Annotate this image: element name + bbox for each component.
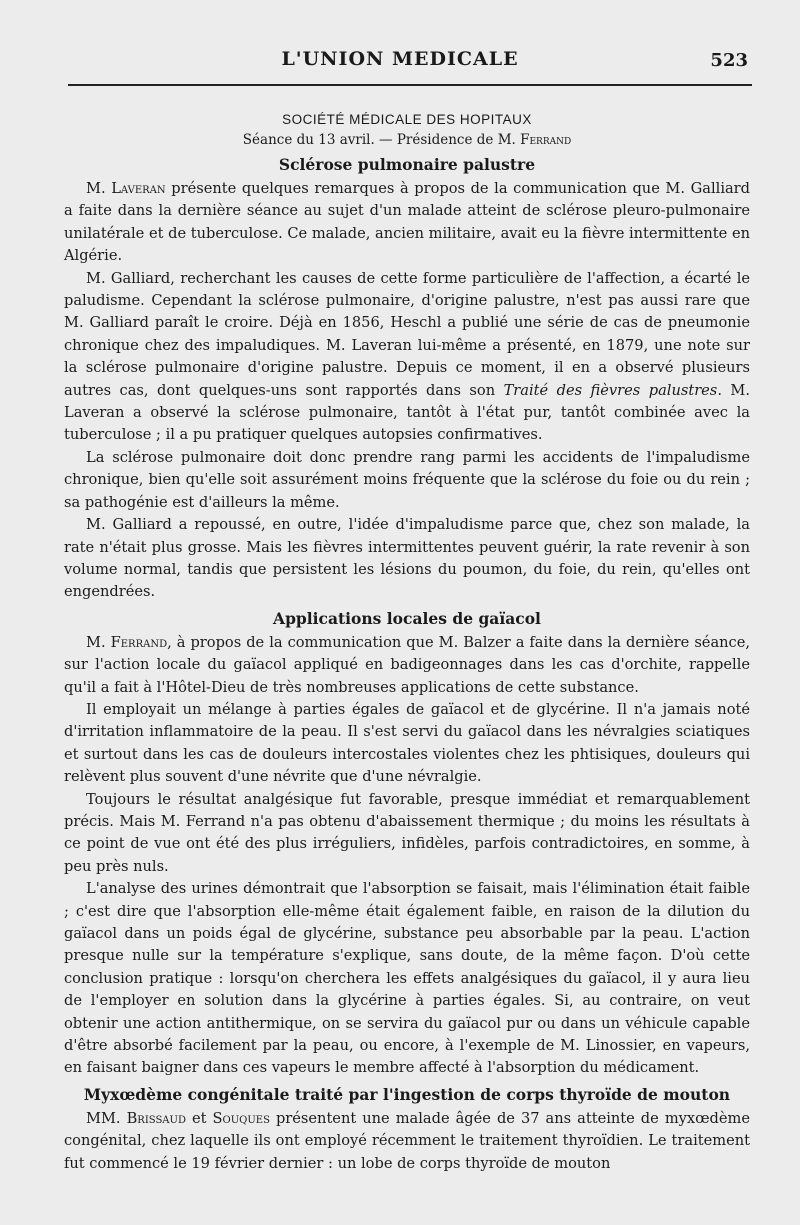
paragraph: M. Laveran présente quelques remarques à propos de la communication que M. Galliard a faite dans la dernière séance au sujet d'un malade atteint de sclérose pleuro-pulmonaire unilatérale et de tuberculose. Ce malade, ancien militaire, avait eu la fièvre intermittente en Algérie. <box>64 180 750 265</box>
section-title-sclerose: Sclérose pulmonaire palustre <box>278 155 536 174</box>
section-title-gaiacol: Applications locales de gaïacol <box>273 608 541 628</box>
paragraph: Toujours le résultat analgésique fut favorable, presque immédiat et remarquablement précis. Mais M. Ferrand n'a pas obtenu d'abaissement thermique ; du moins les résultats à ce point de vue ont été des plus irréguliers, infidèles, parfois contradictoires, en somme, à peu près nuls. <box>64 790 750 875</box>
president-name: Ferrand <box>520 132 572 148</box>
author-name: Ferrand <box>110 633 168 651</box>
section-title-myxoedeme: Myxœdème congénitale traité par l'ingestion de corps thyroïde de mouton <box>83 1084 731 1104</box>
article-body <box>64 110 750 1175</box>
paragraph: M. Galliard a repoussé, en outre, l'idée d'impaludisme parce que, chez son malade, la rate n'était plus grosse. Mais les fièvres intermittentes peuvent guérir, la rate revenir à son volume normal, tandis que persistent les lésions du poumon, du foie, du rein, qu'elles ont engendrées. <box>64 516 750 601</box>
session-line <box>64 130 750 150</box>
paragraph: M. Ferrand, à propos de la communication que M. Balzer a faite dans la dernière séance, sur l'action locale du gaïacol appliqué en badigeonnages dans les cas d'orchite, rappelle qu'il a fait à l'Hôtel-Dieu de très nombreuses applications de cette substance. <box>64 633 750 696</box>
paragraph: La sclérose pulmonaire doit donc prendre rang parmi les accidents de l'impaludisme chronique, bien qu'elle soit assurément moins fréquente que la sclérose du foie ou du rein ; sa pathogénie est d'ailleurs la même. <box>64 448 750 511</box>
paragraph: M. Galliard, recherchant les causes de cette forme particulière de l'affection, a écarté le paludisme. Cependant la sclérose pulmonaire, d'origine palustre, n'est pas aussi rare que M. Galliard paraît le croire. Déjà en 1856, Heschl a publié une série de cas de pneumonie chronique chez des impaludiques. M. Laveran lui-même a présenté, en 1879, une note sur la sclérose pulmonaire d'origine palustre. Depuis ce moment, il en a observé plusieurs autres cas, dont quelques-uns sont rapportés dans son Traité des fièvres palustres. M. Laveran a observé la sclérose pulmonaire, tantôt à l'état pur, tantôt combinée avec la tuberculose ; il a pu pratiquer quelques autopsies confirmatives. <box>64 269 750 444</box>
session-prefix: Séance du 13 avril. — Présidence de M. <box>242 132 521 148</box>
paragraph: L'analyse des urines démontrait que l'absorption se faisait, mais l'élimination était faible ; c'est dire que l'absorption elle-même était également faible, en raison de la dilution du gaïacol dans un poids égal de glycérine, substance peu absorbable par la peau. L'action presque nulle sur la température s'explique, sans doute, de la même façon. D'où cette conclusion pratique : lorsqu'on cherchera les effets analgésiques du gaïacol, il y aura lieu de l'employer en solution dans la glycérine à parties égales. Si, au contraire, on veut obtenir une action antithermique, on se servira du gaïacol pur ou dans un véhicule capable d'être absorbé facilement par la peau, ou encore, à l'exemple de M. Linossier, en vapeurs, en faisant baigner dans ces vapeurs le membre affecté à l'absorption du médicament. <box>64 880 750 1077</box>
paragraph: MM. Brissaud et Souques présentent une malade âgée de 37 ans atteinte de myxœdème congénital, chez laquelle ils ont employé récemment le traitement thyroïdien. Le traitement fut commencé le 19 février dernier : un lobe de corps thyroïde de mouton <box>64 1109 751 1172</box>
author-name: Souques <box>212 1109 270 1127</box>
running-header <box>0 48 800 78</box>
author-name: Brissaud <box>126 1109 186 1127</box>
journal-title: L'UNION MEDICALE <box>281 48 519 70</box>
book-title: Traité des fièvres palustres <box>503 381 718 399</box>
author-name: Laveran <box>111 180 166 197</box>
page-number: 523 <box>710 50 748 71</box>
header-rule <box>68 84 752 86</box>
society-title: SOCIÉTÉ MÉDICALE DES HOPITAUX <box>282 112 532 127</box>
paragraph: Il employait un mélange à parties égales de gaïacol et de glycérine. Il n'a jamais noté d'irritation inflammatoire de la peau. Il s'est servi du gaïacol dans les névralgies sciatiques et surtout dans les cas de douleurs intercostales violentes chez les phtisiques, douleurs qui relèvent plus souvent d'une névrite que d'une névralgie. <box>64 700 750 786</box>
